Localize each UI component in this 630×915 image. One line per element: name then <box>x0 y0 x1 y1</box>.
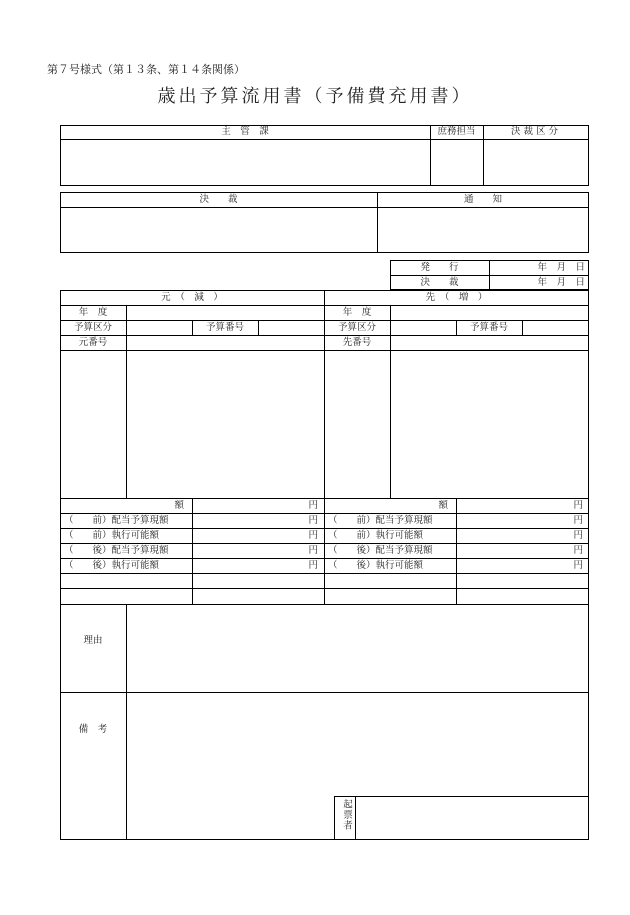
to-prev-allocated-unit: 円 <box>573 515 583 526</box>
from-prev-executable-unit: 円 <box>308 530 318 541</box>
to-budget-class-label: 予算区分 <box>337 322 376 333</box>
reason-label: 理由 <box>83 635 103 646</box>
from-amount-unit: 円 <box>308 500 318 511</box>
decision-type-field[interactable] <box>484 140 588 185</box>
decision-field[interactable] <box>61 208 376 252</box>
to-fiscal-year-field[interactable] <box>391 306 588 319</box>
from-budget-no-label: 予算番号 <box>205 322 244 333</box>
staff-field[interactable] <box>431 140 482 185</box>
form-number-label: 第７号様式（第１３条、第１４条関係） <box>47 63 245 76</box>
from-amount-label: 額 <box>174 500 184 511</box>
to-detail-field[interactable] <box>391 351 588 497</box>
issue-date-field[interactable]: 年 月 日 <box>537 262 585 273</box>
to-post-executable-label: （ 後）執行可能額 <box>328 560 424 571</box>
to-prev-allocated-label: （ 前）配当予算現額 <box>328 515 433 526</box>
remarks-field[interactable] <box>127 693 588 795</box>
to-post-executable-unit: 円 <box>573 560 583 571</box>
document-title: 歳出予算流用書（予備費充用書） <box>157 86 473 107</box>
to-post-allocated-unit: 円 <box>573 545 583 556</box>
to-item-no-label: 先番号 <box>342 337 372 348</box>
from-prev-allocated-label: （ 前）配当予算現額 <box>64 515 169 526</box>
decision-date-field[interactable]: 年 月 日 <box>537 277 585 288</box>
from-side-heading: 元 （ 減 ） <box>161 292 223 303</box>
reason-field[interactable] <box>127 605 588 691</box>
issue-date-label: 発 行 <box>420 262 459 273</box>
remarks-label: 備 考 <box>78 724 108 735</box>
to-side-heading: 先 （ 増 ） <box>425 292 488 303</box>
from-budget-class-label: 予算区分 <box>73 322 112 333</box>
to-post-allocated-label: （ 後）配当予算現額 <box>328 545 433 556</box>
department-header: 主 管 課 <box>221 126 269 137</box>
staff-header: 庶務担当 <box>437 126 476 137</box>
to-amount-unit: 円 <box>573 500 583 511</box>
notice-field[interactable] <box>378 208 588 252</box>
to-prev-executable-label: （ 前）執行可能額 <box>328 530 424 541</box>
from-post-allocated-label: （ 後）配当予算現額 <box>64 545 169 556</box>
decision-type-header: 決裁区分 <box>510 126 561 137</box>
department-field[interactable] <box>61 140 429 185</box>
from-fiscal-year-label: 年 度 <box>78 307 108 318</box>
to-prev-executable-unit: 円 <box>573 530 583 541</box>
drafter-field[interactable] <box>356 797 588 839</box>
decision-header: 決 裁 <box>199 194 238 205</box>
from-fiscal-year-field[interactable] <box>127 306 323 319</box>
to-fiscal-year-label: 年 度 <box>342 307 372 318</box>
notice-header: 通 知 <box>463 194 502 205</box>
from-prev-executable-label: （ 前）執行可能額 <box>64 530 160 541</box>
from-post-allocated-unit: 円 <box>308 545 318 556</box>
to-amount-label: 額 <box>438 500 448 511</box>
from-post-executable-unit: 円 <box>308 560 318 571</box>
from-item-no-label: 元番号 <box>78 337 108 348</box>
to-budget-no-label: 予算番号 <box>469 322 508 333</box>
decision-date-label: 決 裁 <box>420 277 459 288</box>
from-detail-field[interactable] <box>127 351 323 497</box>
from-prev-allocated-unit: 円 <box>308 515 318 526</box>
from-post-executable-label: （ 後）執行可能額 <box>64 560 160 571</box>
drafter-label: 起票者 <box>341 799 352 831</box>
